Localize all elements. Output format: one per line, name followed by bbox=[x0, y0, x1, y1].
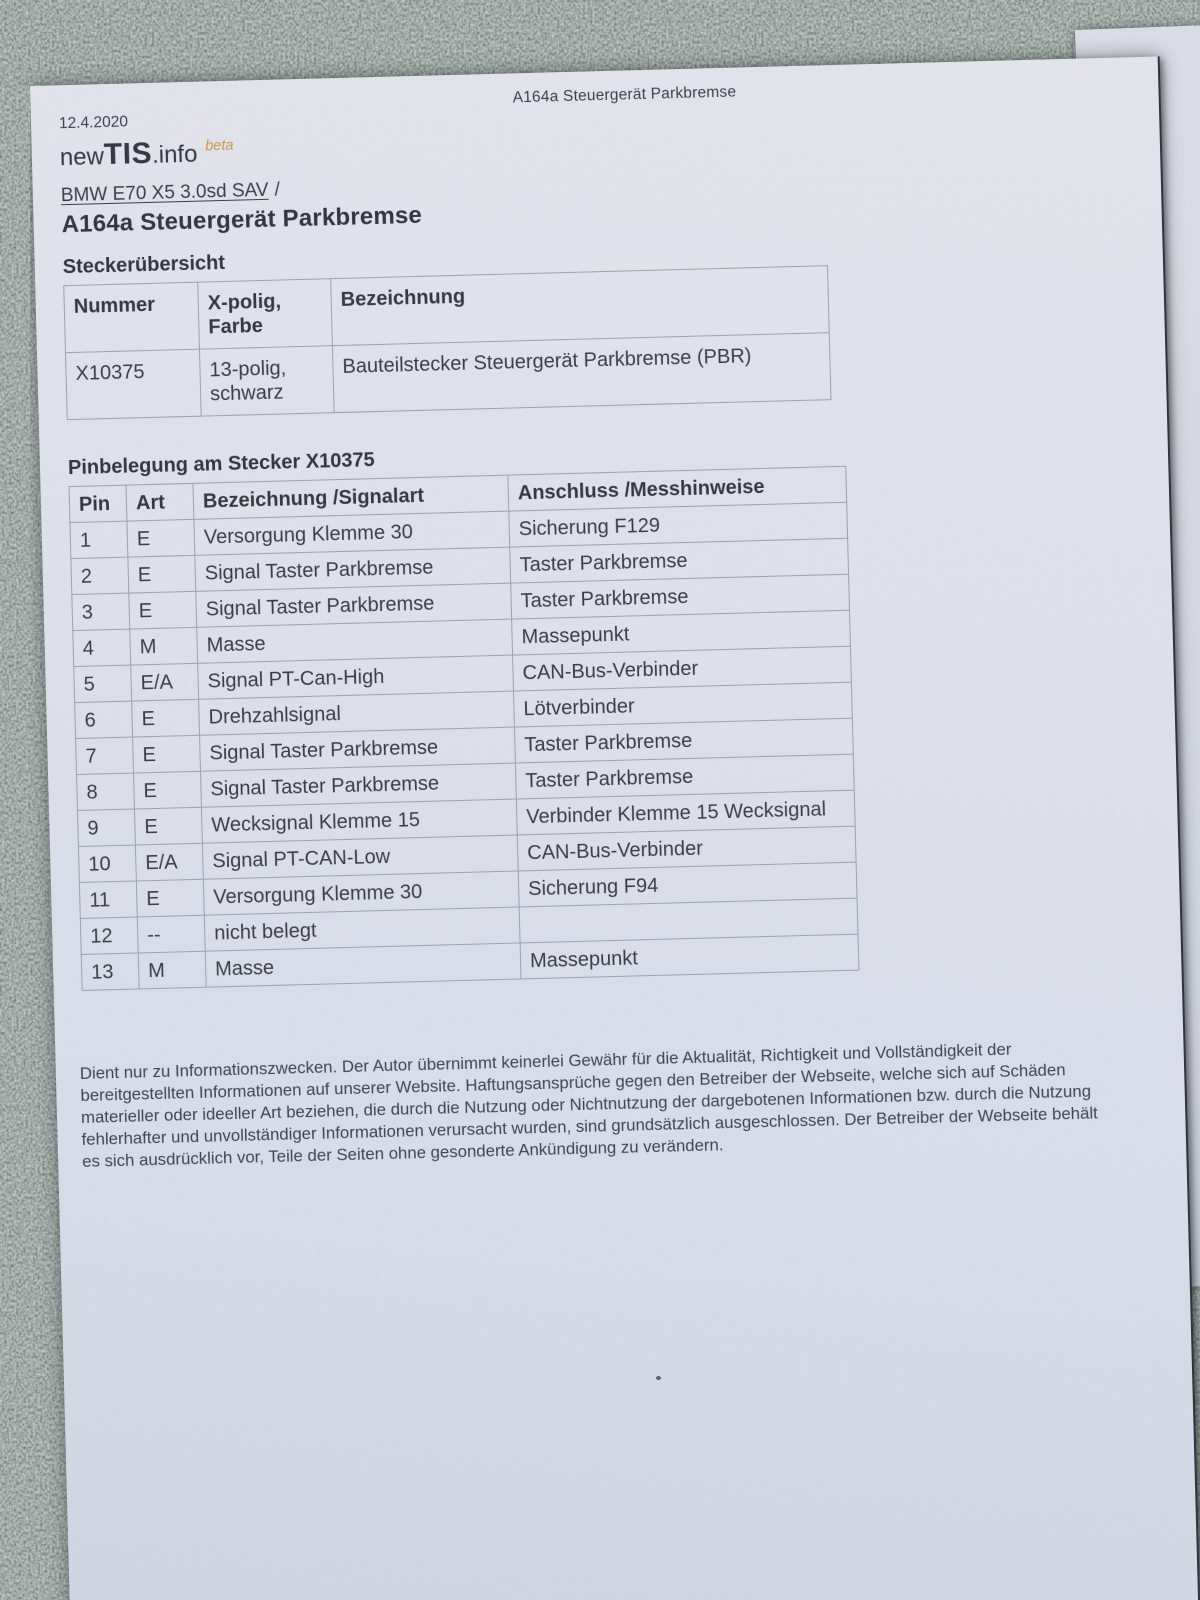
connector-overview-table bbox=[63, 265, 831, 420]
table-cell: 6 bbox=[75, 701, 133, 738]
table-cell: Signal PT-Can-High bbox=[198, 655, 514, 699]
column-header: Nummer bbox=[64, 282, 200, 352]
beta-badge: beta bbox=[205, 137, 234, 155]
table-cell: Signal PT-CAN-Low bbox=[202, 835, 518, 879]
table-cell: 4 bbox=[73, 629, 131, 666]
table-cell: Masse bbox=[197, 619, 513, 663]
table-cell: 5 bbox=[74, 665, 132, 702]
table-cell: 13 bbox=[81, 953, 139, 990]
table-cell: Signal Taster Parkbremse bbox=[200, 727, 516, 771]
table-cell: E bbox=[128, 555, 196, 593]
table-cell: Wecksignal Klemme 15 bbox=[201, 799, 517, 843]
table-cell: 7 bbox=[76, 737, 134, 774]
table-cell: Massepunkt bbox=[512, 610, 851, 655]
table-cell: 10 bbox=[78, 845, 136, 882]
table-cell: Signal Taster Parkbremse bbox=[195, 547, 511, 591]
table-cell: 9 bbox=[77, 809, 135, 846]
document-page bbox=[30, 56, 1200, 1600]
table-cell: E/A bbox=[131, 663, 199, 701]
table-cell: E bbox=[129, 591, 197, 629]
table-cell: X10375 bbox=[65, 349, 201, 419]
table-cell: 3 bbox=[72, 593, 130, 630]
column-header: X-polig, Farbe bbox=[198, 279, 333, 349]
table-cell: E bbox=[134, 771, 202, 809]
table-cell: E bbox=[134, 807, 202, 845]
paper-speck bbox=[656, 1376, 661, 1380]
section-heading-pin-assignment: Pinbelegung am Stecker X10375 bbox=[67, 449, 376, 480]
table-cell: E bbox=[132, 699, 200, 737]
disclaimer-text: Dient nur zu Informationszwecken. Der Autor übernimmt keinerlei Gewähr für die Aktualität, Richtigkeit und Vollständigkeit der bereitgestellten Informationen auf unserer Website. Haftungsansprüche gegen den Betreiber der Webseite, welche sich auf Schäden materieller oder ideeller Art beziehen, die durch die Nutzung oder Nichtnutzung der dargebotenen Informationen bzw. durch die Nutzung fehlerhafter und unvollständiger Informationen verursacht wurden, sind grundsätzlich ausgeschlossen. Der Betreiber der Webseite behält es sich ausdrücklich vor, Teile der Seiten ohne gesonderte Ankündigung zu verändern. bbox=[79, 1039, 1098, 1171]
section-heading-connector-overview: Steckerübersicht bbox=[62, 251, 226, 279]
table-cell: 13-polig, schwarz bbox=[199, 346, 334, 416]
table-cell: 12 bbox=[80, 917, 138, 954]
column-header: Art bbox=[126, 483, 194, 521]
table-cell: Sicherung F129 bbox=[509, 502, 848, 547]
column-header: Anschluss /Messhinweise bbox=[508, 466, 847, 511]
breadcrumb-separator: / bbox=[274, 179, 281, 201]
logo-text-tis: TIS bbox=[103, 136, 153, 172]
breadcrumb bbox=[61, 180, 280, 208]
table-cell: Bauteilstecker Steuergerät Parkbremse (PBR) bbox=[332, 333, 831, 413]
table-cell: Sicherung F94 bbox=[518, 862, 857, 907]
table-cell: M bbox=[130, 627, 198, 665]
table-cell: 1 bbox=[70, 521, 128, 558]
pin-assignment-table bbox=[68, 466, 859, 991]
table-cell: Masse bbox=[205, 943, 521, 987]
table-cell: 2 bbox=[71, 557, 129, 594]
column-header: Bezeichnung bbox=[331, 266, 830, 346]
table-cell: nicht belegt bbox=[204, 907, 520, 951]
table-cell: 8 bbox=[77, 773, 135, 810]
logo-text-new: new bbox=[59, 143, 105, 172]
table-cell: Lötverbinder bbox=[514, 682, 853, 727]
print-date: 12.4.2020 bbox=[58, 113, 129, 133]
breadcrumb-link: BMW E70 X5 3.0sd SAV bbox=[60, 179, 269, 207]
table-cell: Massepunkt bbox=[520, 934, 859, 979]
column-header: Bezeichnung /Signalart bbox=[193, 475, 509, 519]
table-cell: M bbox=[138, 951, 206, 989]
table-cell: Drehzahlsignal bbox=[199, 691, 515, 735]
table-cell: CAN-Bus-Verbinder bbox=[513, 646, 852, 691]
site-logo bbox=[59, 135, 234, 174]
table-cell: Taster Parkbremse bbox=[510, 538, 849, 583]
table-cell: E bbox=[127, 519, 195, 557]
table-cell: E bbox=[136, 879, 204, 917]
table-cell: Signal Taster Parkbremse bbox=[196, 583, 512, 627]
table-cell: Taster Parkbremse bbox=[511, 574, 850, 619]
table-cell: E bbox=[133, 735, 201, 773]
table-cell: Versorgung Klemme 30 bbox=[203, 871, 519, 915]
table-cell: -- bbox=[137, 915, 205, 953]
running-header: A164a Steuergerät Parkbremse bbox=[512, 83, 737, 107]
table-cell: Taster Parkbremse bbox=[514, 718, 853, 763]
table-cell: 11 bbox=[79, 881, 137, 918]
table-cell: Versorgung Klemme 30 bbox=[194, 511, 510, 555]
table-cell: Signal Taster Parkbremse bbox=[200, 763, 516, 807]
column-header: Pin bbox=[69, 485, 127, 522]
table-cell: Taster Parkbremse bbox=[515, 754, 854, 799]
logo-text-info: .info bbox=[151, 140, 198, 169]
table-cell: CAN-Bus-Verbinder bbox=[517, 826, 856, 871]
table-cell: E/A bbox=[135, 843, 203, 881]
page-title: A164a Steuergerät Parkbremse bbox=[61, 201, 423, 239]
table-cell: Verbinder Klemme 15 Wecksignal bbox=[516, 790, 855, 835]
